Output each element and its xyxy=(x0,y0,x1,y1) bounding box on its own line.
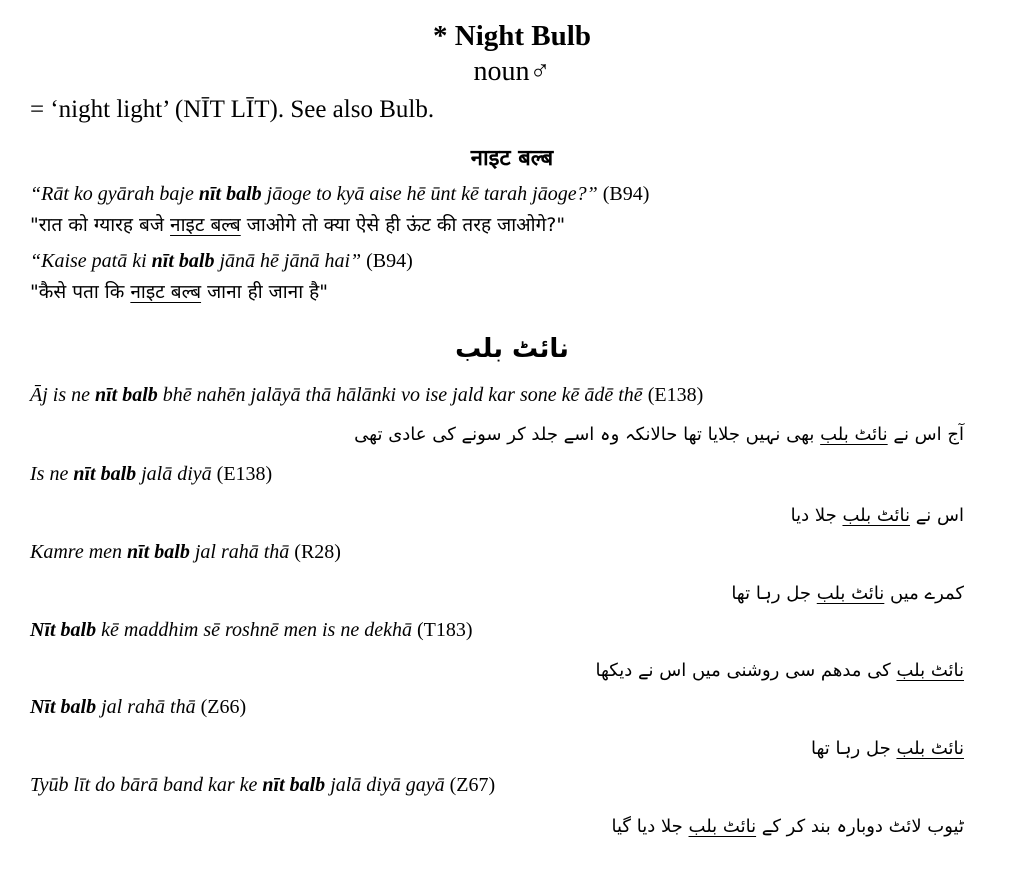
script-text: آج اس نے xyxy=(887,424,964,445)
translit-text: Tyūb līt do bārā band kar ke xyxy=(30,774,263,796)
script-text: "कैसे पता कि xyxy=(30,281,131,303)
source-citation: (E138) xyxy=(216,463,273,485)
translit-text: bhē nahēn jalāyā thā hālānki vo ise jald kar sone kē ādē thē xyxy=(157,384,648,406)
script-keyword: نائٹ بلب xyxy=(842,505,911,526)
translit-keyword: Nīt balb xyxy=(30,619,97,641)
script-text: جل رہا تھا xyxy=(731,583,817,604)
urdu-example-script xyxy=(612,816,965,837)
translit-keyword: Nīt balb xyxy=(30,696,97,718)
hindi-heading: नाइट बल्ब xyxy=(470,146,554,171)
urdu-example-script xyxy=(791,505,964,526)
hindi-example-script xyxy=(30,278,328,304)
source-citation: (R28) xyxy=(294,541,341,563)
urdu-example-translit xyxy=(30,463,272,486)
script-text: کی مدھم سی روشنی میں اس نے دیکھا xyxy=(595,660,897,681)
script-keyword: نائٹ بلب xyxy=(820,424,888,445)
urdu-example-translit xyxy=(30,696,246,719)
script-text: जाओगे तो क्या ऐसे ही ऊंट की तरह जाओगे?" xyxy=(240,214,566,236)
urdu-heading: نائٹ بلب xyxy=(455,334,569,364)
translit-text: jal rahā thā xyxy=(96,696,201,718)
translit-text: jal rahā thā xyxy=(189,541,295,563)
script-text: اس نے xyxy=(910,505,964,526)
headword: * Night Bulb xyxy=(433,20,591,52)
source-citation: (Z66) xyxy=(200,696,247,718)
hindi-example-translit xyxy=(30,183,649,206)
script-keyword: नाइट बल्ब xyxy=(170,214,241,236)
script-text: जाना ही जाना है" xyxy=(201,281,329,303)
translit-keyword: nīt balb xyxy=(127,541,190,563)
translit-text: “Kaise patā ki xyxy=(30,250,152,272)
hindi-example-script xyxy=(30,211,565,237)
script-text: ٹیوب لائٹ دوبارہ بند کر کے xyxy=(756,816,964,837)
translit-text: kē maddhim sē roshnē men is ne dekhā xyxy=(96,619,417,641)
script-text: بھی نہیں جلایا تھا حالانکہ وہ اسے جلد کر سونے کی عادی تھی xyxy=(354,424,821,445)
translit-text: “Rāt ko gyārah baje xyxy=(30,183,199,205)
script-text: کمرے میں xyxy=(884,583,964,604)
urdu-example-script xyxy=(731,583,964,604)
script-text: جل رہا تھا xyxy=(811,738,897,759)
source-citation: (Z67) xyxy=(449,774,496,796)
urdu-example-translit xyxy=(30,774,495,797)
script-keyword: نائٹ بلب xyxy=(688,816,757,837)
source-citation: (B94) xyxy=(366,250,413,272)
urdu-example-translit xyxy=(30,619,473,642)
script-keyword: नाइट बल्ब xyxy=(130,281,202,303)
script-text: جلا دیا xyxy=(790,505,843,526)
translit-keyword: nīt balb xyxy=(262,774,326,796)
translit-text: jānā hē jānā hai” xyxy=(214,250,367,272)
urdu-example-translit xyxy=(30,541,341,564)
translit-text: Kamre men xyxy=(30,541,128,563)
hindi-example-translit xyxy=(30,250,413,273)
translit-text: Is ne xyxy=(30,463,74,485)
script-text: جلا دیا گیا xyxy=(611,816,689,837)
source-citation: (B94) xyxy=(602,183,650,205)
translit-text: Āj is ne xyxy=(30,384,95,406)
urdu-example-script xyxy=(354,424,964,445)
source-citation: (T183) xyxy=(416,619,473,641)
script-keyword: نائٹ بلب xyxy=(896,738,964,759)
translit-keyword: nīt balb xyxy=(198,183,262,205)
translit-text: jāoge to kyā aise hē ūnt kē tarah jāoge?” xyxy=(261,183,603,205)
translit-keyword: nīt balb xyxy=(73,463,137,485)
urdu-example-script xyxy=(811,738,964,759)
translit-keyword: nīt balb xyxy=(151,250,215,272)
translit-keyword: nīt balb xyxy=(95,384,158,406)
part-of-speech: noun♂ xyxy=(473,56,551,87)
source-citation: (E138) xyxy=(647,384,704,406)
translit-text: jalā diyā gayā xyxy=(325,774,450,796)
script-keyword: نائٹ بلب xyxy=(896,660,964,681)
script-text: "रात को ग्यारह बजे xyxy=(30,214,171,236)
urdu-example-script xyxy=(596,660,965,681)
script-keyword: نائٹ بلب xyxy=(816,583,885,604)
translit-text: jalā diyā xyxy=(136,463,217,485)
urdu-example-translit xyxy=(30,384,703,407)
definition: = ‘night light’ (NĪT LĪT). See also Bulb. xyxy=(30,96,435,123)
